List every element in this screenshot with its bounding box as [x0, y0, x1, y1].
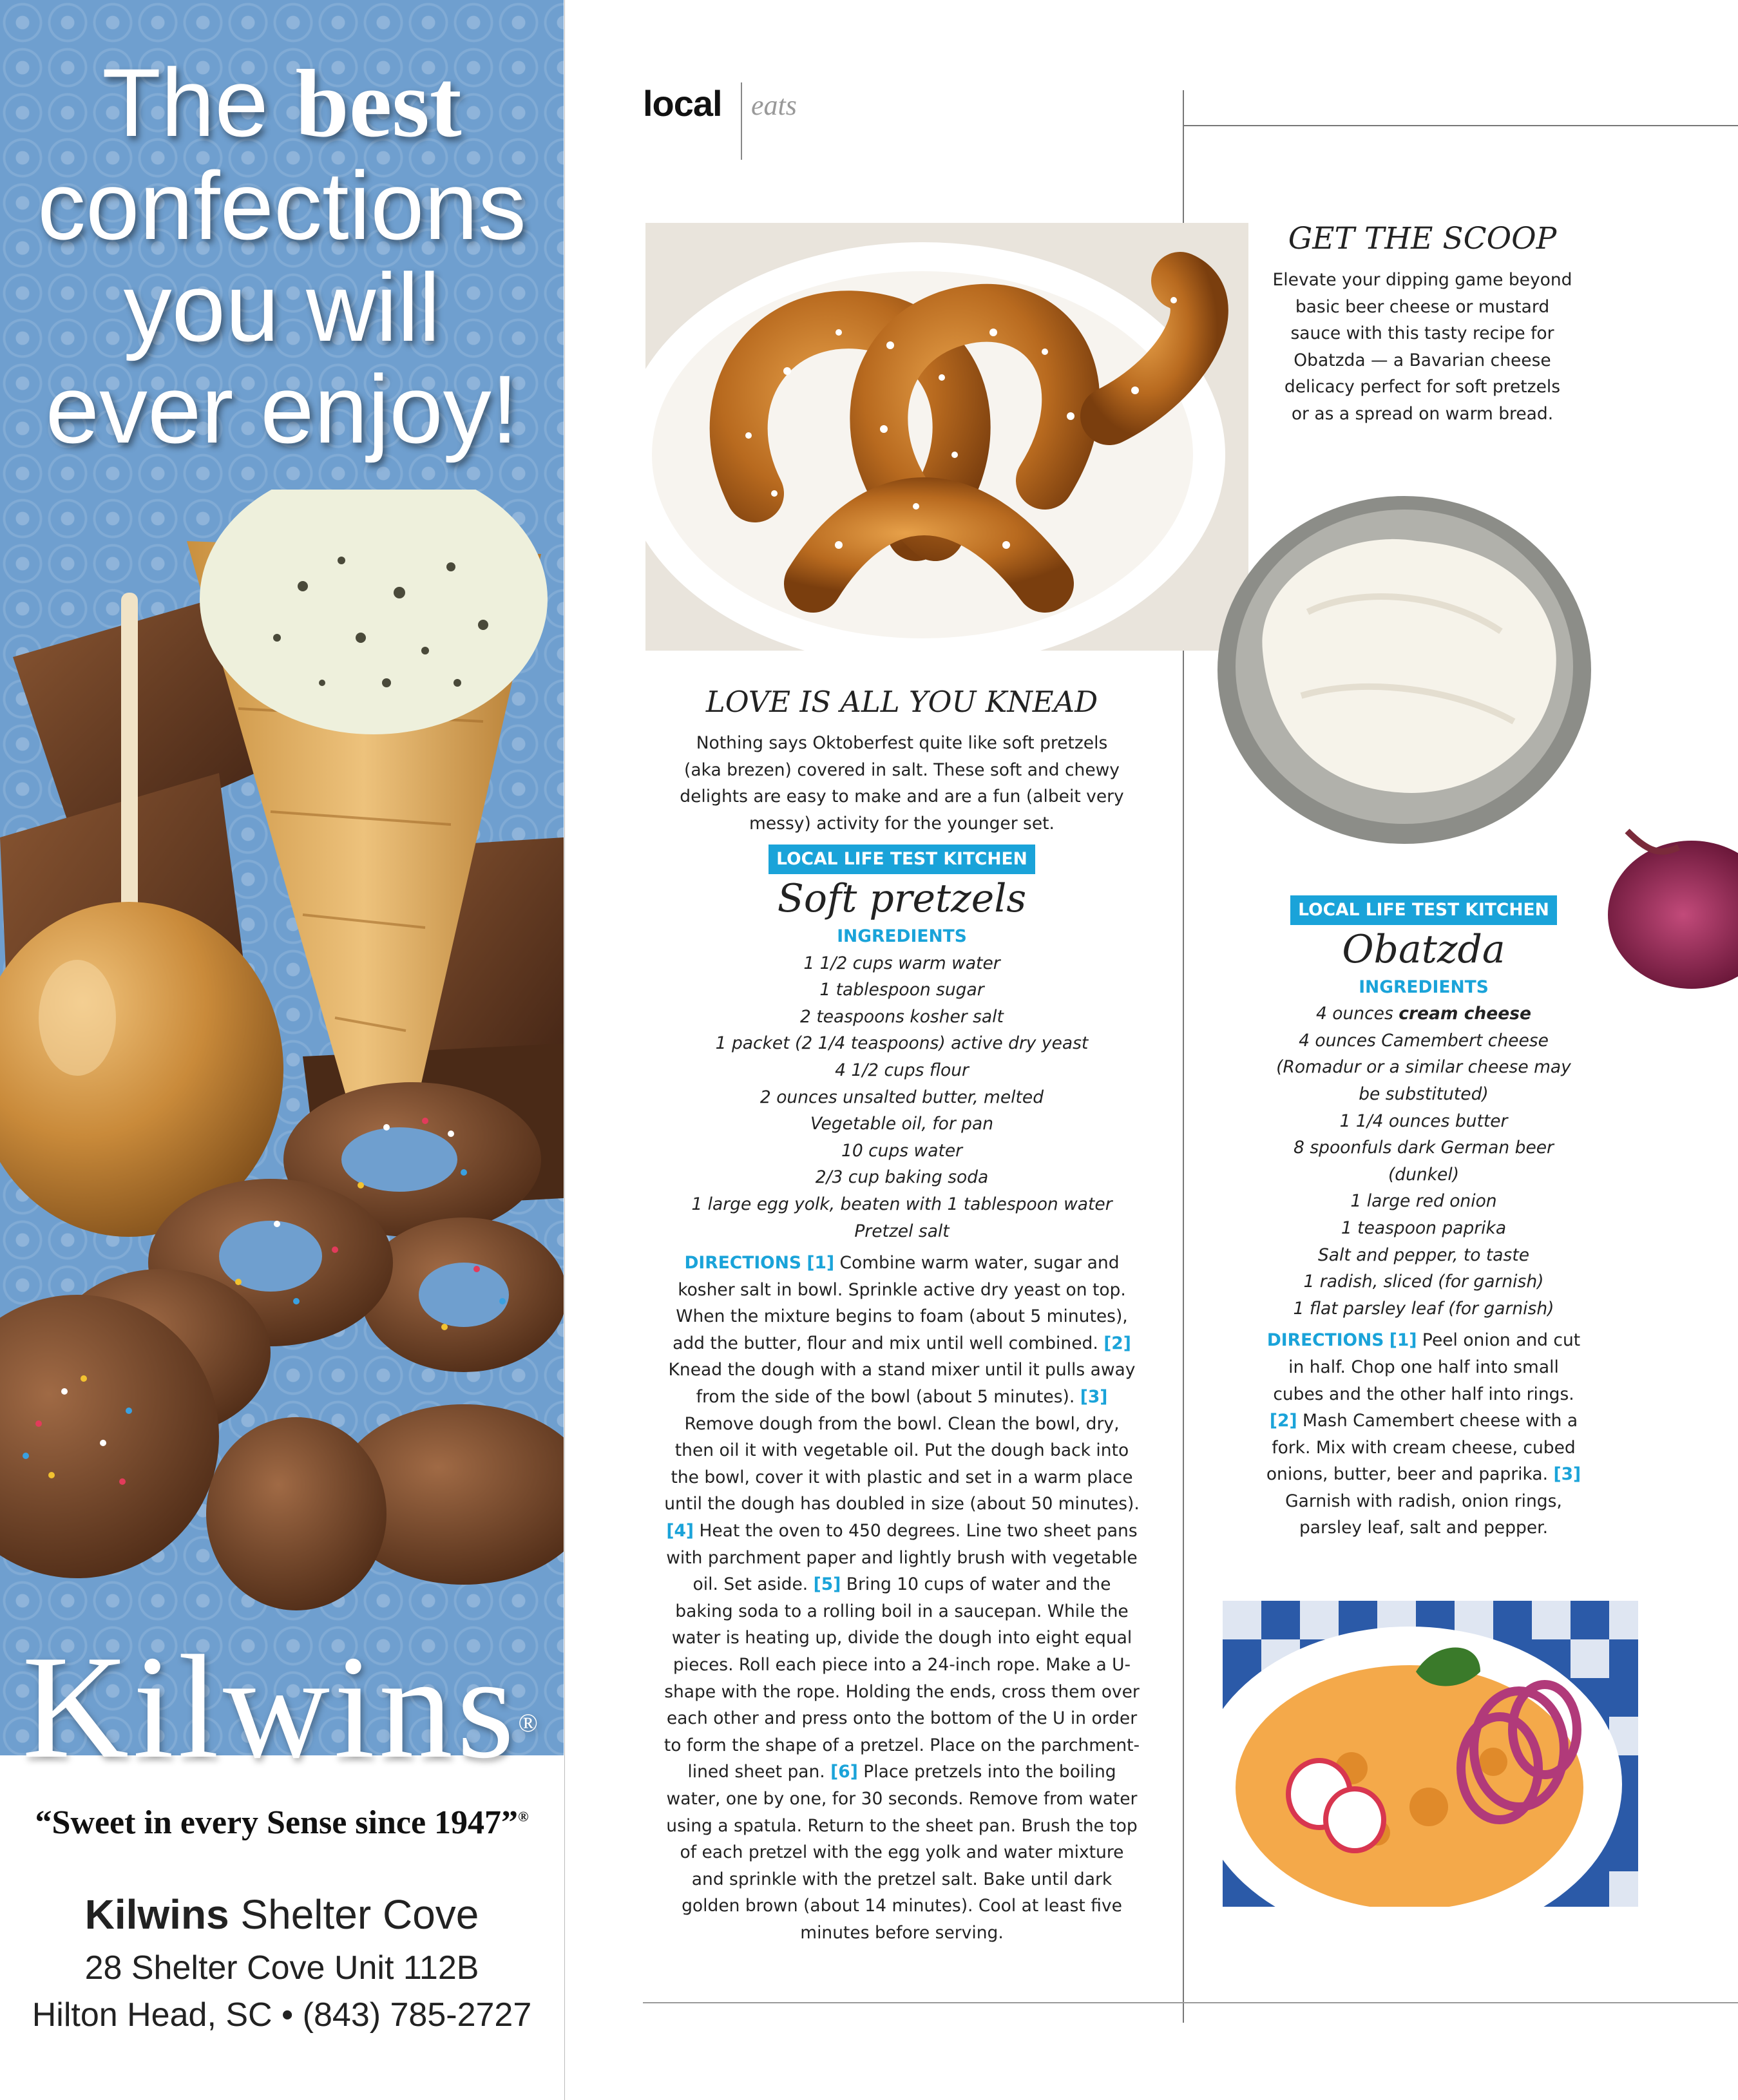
ingredient-item: 4 1/2 cups flour	[835, 1060, 969, 1080]
step-number: [2]	[1269, 1411, 1297, 1431]
page-gutter	[564, 0, 565, 2100]
registered-mark: ®	[518, 1808, 529, 1825]
obatzda-heading: GET THE SCOOP	[1288, 221, 1557, 256]
step-number: [6]	[830, 1762, 858, 1782]
store-brand: Kilwins	[84, 1891, 229, 1938]
headline-line: confections	[37, 151, 526, 260]
ingredients-heading: INGREDIENTS	[1359, 977, 1489, 997]
ingredient-item: 1 tablespoon sugar	[819, 980, 984, 1000]
directions-text	[1264, 1327, 1583, 1542]
store-location: Shelter Cove	[229, 1891, 479, 1938]
ingredient-item: 1 large red onion	[1350, 1191, 1497, 1212]
obatzda-intro	[1248, 216, 1596, 428]
step-number: [4]	[666, 1521, 694, 1542]
brand-name: Kilwins	[22, 1625, 519, 1789]
pretzel-photo	[645, 223, 1248, 651]
pretzel-heading: LOVE IS ALL YOU KNEAD	[705, 685, 1098, 719]
step-text: Place pretzels into the boiling water, one by one, for 30 seconds. Remove from water using a spatula. Return to the sheet pan. Brush the top of each pretzel with the egg yolk and water mixture and sprinkle with the pretzel salt. Bake until dark golden brown (about 14 minutes). Cool at least five minutes before serving.	[666, 1762, 1138, 1943]
ingredients-list	[664, 950, 1140, 1245]
headline-line: ever enjoy!	[45, 355, 519, 463]
ingredient-highlight: cream cheese	[1399, 1004, 1531, 1024]
ingredient-item: Vegetable oil, for pan	[810, 1114, 994, 1134]
ad-tagline	[0, 1804, 564, 1842]
confections-illustration	[0, 490, 564, 1662]
footer-rule	[643, 2002, 1738, 2003]
intro-line: basic beer cheese or mustard	[1295, 296, 1550, 317]
ingredient-item: 2 teaspoons kosher salt	[800, 1006, 1004, 1027]
ingredient-item: 2 ounces unsalted butter, melted	[759, 1087, 1044, 1107]
store-name	[0, 1891, 564, 1938]
red-onion-icon	[1608, 805, 1738, 992]
step-text: Heat the oven to 450 degrees. Line two sheet pans with parchment paper and lightly brush with vegetable oil. Set aside.	[666, 1521, 1138, 1595]
section-divider	[741, 82, 742, 160]
ingredient-item: 1 flat parsley leaf (for garnish)	[1293, 1298, 1554, 1319]
kilwins-logo	[0, 1625, 564, 1789]
headline-bold-word: best	[295, 50, 462, 157]
ingredient-item	[1264, 1000, 1583, 1027]
ad-headline	[0, 48, 564, 463]
obatzda-recipe	[1264, 895, 1583, 1542]
pretzel-article	[664, 680, 1140, 1947]
ingredient-item: 10 cups water	[841, 1140, 963, 1161]
intro-line: delicacy perfect for soft pretzels	[1284, 377, 1561, 397]
ingredient-item: Salt and pepper, to taste	[1317, 1245, 1530, 1265]
cream-cheese-photo	[1211, 483, 1598, 850]
ingredient-item: 2/3 cup baking soda	[815, 1167, 989, 1188]
section-sublabel: eats	[751, 90, 797, 121]
ingredient-item: Pretzel salt	[854, 1221, 950, 1241]
ingredient-item: 1 teaspoon paprika	[1341, 1217, 1507, 1238]
step-text: Mash Camembert cheese with a fork. Mix with cream cheese, cubed onions, butter, beer and paprika.	[1266, 1411, 1578, 1485]
intro-line: sauce with this tasty recipe for	[1290, 323, 1554, 344]
tagline-text: “Sweet in every Sense since 1947”	[35, 1804, 519, 1841]
step-number: [2]	[1103, 1333, 1131, 1353]
ingredient-item: 1 large egg yolk, beaten with 1 tablespoon water	[691, 1194, 1113, 1214]
recipe-title: Soft pretzels	[777, 875, 1027, 921]
step-text: Knead the dough with a stand mixer until it pulls away from the side of the bowl (about 5 minutes).	[668, 1360, 1136, 1408]
store-address: 28 Shelter Cove Unit 112B	[84, 1949, 479, 1987]
step-text: Peel onion and cut in half. Chop one half into small cubes and the other half into rings.	[1273, 1330, 1581, 1404]
ingredient-item: 1 radish, sliced (for garnish)	[1303, 1272, 1544, 1292]
ingredient-amount: 4 ounces	[1316, 1004, 1399, 1024]
header-rule	[1183, 125, 1738, 126]
directions-text	[664, 1250, 1140, 1946]
step-text: Garnish with radish, onion rings, parsley leaf, salt and pepper.	[1285, 1491, 1562, 1538]
ingredient-item: (dunkel)	[1388, 1164, 1460, 1185]
step-text: Remove dough from the bowl. Clean the bowl, dry, then oil it with vegetable oil. Put the dough back into the bowl, cover it with plastic and set in a warm place until the dough has doubled in size (about 50 minutes).	[664, 1413, 1140, 1514]
intro-line: (aka brezen) covered in salt. These soft and chewy	[683, 759, 1120, 780]
intro-line: Elevate your dipping game beyond	[1272, 270, 1572, 290]
step-number: [5]	[813, 1574, 841, 1595]
ingredients-heading: INGREDIENTS	[837, 926, 967, 946]
step-number: [3]	[1080, 1387, 1108, 1408]
ingredient-item: 1 1/2 cups warm water	[803, 953, 1000, 973]
step-text: Combine warm water, sugar and kosher salt in bowl. Sprinkle active dry yeast on top. When the mixture begins to foam (about 5 minutes), add the butter, flour and mix until well combined.	[673, 1253, 1128, 1353]
headline-word: The	[102, 48, 296, 157]
test-kitchen-badge: LOCAL LIFE TEST KITCHEN	[1290, 895, 1557, 925]
test-kitchen-badge: LOCAL LIFE TEST KITCHEN	[769, 845, 1035, 874]
intro-line: Nothing says Oktoberfest quite like soft pretzels	[696, 733, 1108, 753]
recipe-title: Obatzda	[1342, 926, 1505, 972]
step-number: [3]	[1553, 1464, 1581, 1485]
obatzda-photo	[1223, 1601, 1638, 1907]
headline-line: you will	[123, 253, 441, 361]
ingredient-item: 1 packet (2 1/4 teaspoons) active dry yeast	[715, 1033, 1089, 1054]
intro-line: messy) activity for the younger set.	[749, 813, 1055, 834]
step-text: Bring 10 cups of water and the baking soda to a rolling boil in a saucepan. While the water is heating up, divide the dough into eight equal pieces. Roll each piece into a 24-inch rope. Make a U-shape with the rope. Holding the ends, cross them over each other and press onto the bottom of the U in order to form the shape of a pretzel. Place on the parchment-lined sheet pan.	[664, 1574, 1140, 1782]
ingredient-item: 4 ounces Camembert cheese	[1299, 1030, 1549, 1051]
kilwins-ad	[0, 0, 564, 2100]
ingredients-list	[1264, 1000, 1583, 1322]
ingredient-item: (Romadur or a similar cheese may	[1276, 1057, 1571, 1078]
section-label: local	[643, 83, 722, 124]
ingredient-item: be substituted)	[1359, 1083, 1489, 1104]
intro-line: or as a spread on warm bread.	[1291, 403, 1554, 424]
directions-label: DIRECTIONS	[1266, 1330, 1384, 1351]
intro-line: delights are easy to make and are a fun (albeit very	[680, 787, 1124, 807]
directions-label: DIRECTIONS	[684, 1253, 801, 1274]
intro-line: Obatzda — a Bavarian cheese	[1294, 350, 1551, 370]
step-number: [1]	[807, 1253, 835, 1274]
store-contact: Hilton Head, SC • (843) 785-2727	[32, 1996, 532, 2034]
registered-mark: ®	[518, 1708, 542, 1737]
step-number: [1]	[1389, 1330, 1417, 1351]
ingredient-item: 8 spoonfuls dark German beer	[1294, 1138, 1554, 1158]
ingredient-item: 1 1/4 ounces butter	[1339, 1111, 1508, 1131]
